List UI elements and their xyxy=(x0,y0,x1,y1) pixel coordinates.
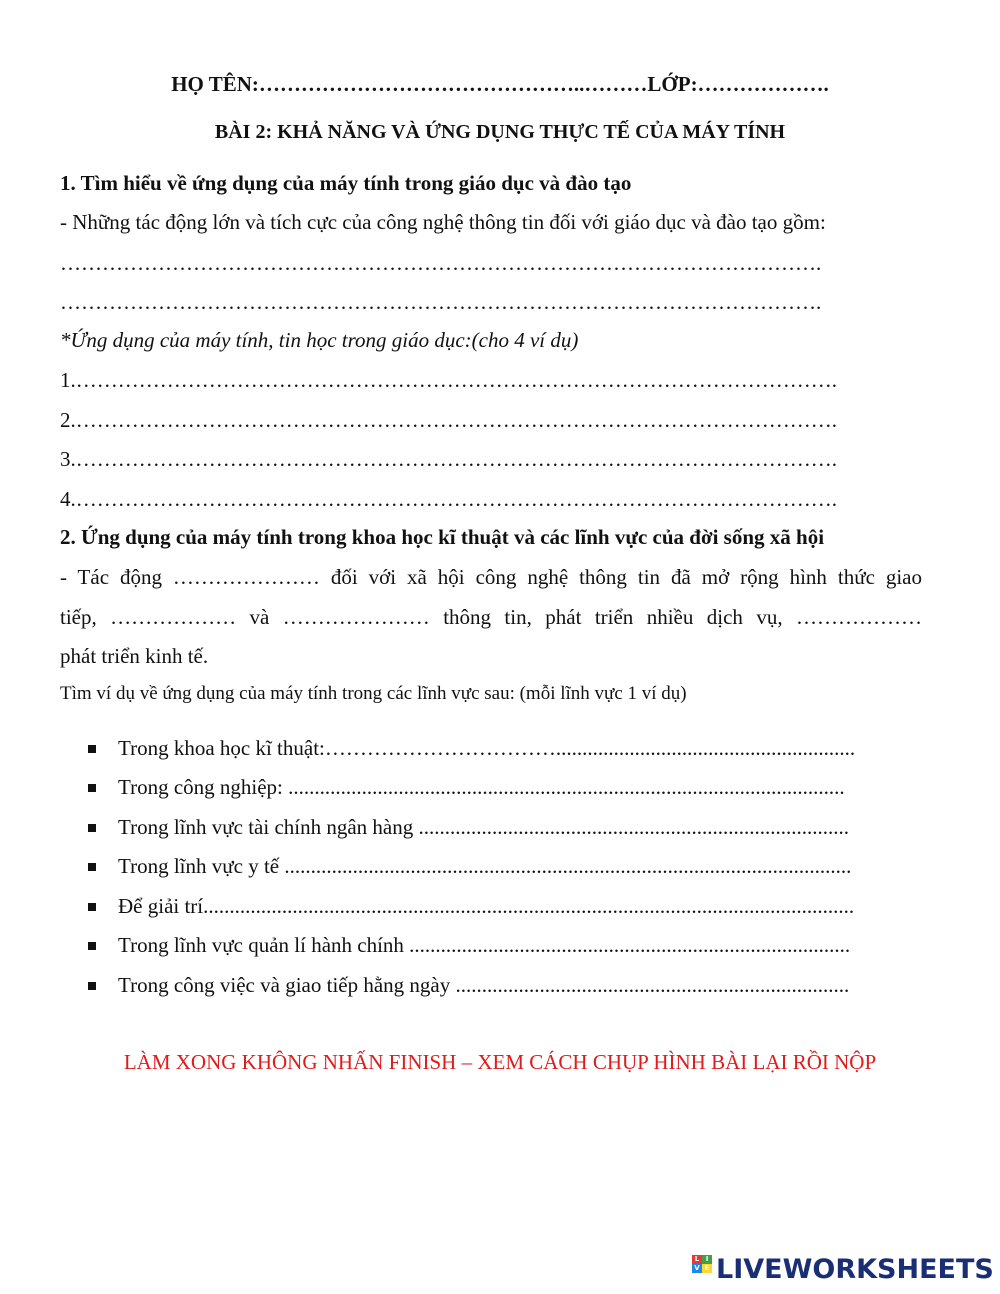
section2-heading: 2. Ứng dụng của máy tính trong khoa học kĩ thuật và các lĩnh vực của đời sống xã hội xyxy=(60,525,825,549)
section2-paragraph-line-2[interactable]: tiếp, ……………… và ………………… thông tin, phát triển nhiều dịch vụ, ……………… xyxy=(60,605,922,629)
list-item[interactable] xyxy=(88,773,928,801)
section1-heading: 1. Tìm hiểu về ứng dụng của máy tính trong giáo dục và đào tạo xyxy=(60,171,632,195)
section1-intro: - Những tác động lớn và tích cực của công nghệ thông tin đối với giáo dục và đào tạo gồm: xyxy=(60,210,826,234)
bullet-text[interactable]: Trong lĩnh vực y tế ............................................................................................................ xyxy=(118,854,852,878)
square-bullet-icon xyxy=(88,942,96,950)
example-answer-1[interactable]: 1.………………………………………………………………………………………………. xyxy=(60,368,837,392)
bullet-text[interactable]: Trong khoa học kĩ thuật:……………………………......................................................... xyxy=(118,736,856,760)
bullet-text[interactable]: Trong công nghiệp: .......................................................................................................... xyxy=(118,775,845,799)
liveworksheets-logo xyxy=(692,1253,994,1285)
example-answer-4[interactable]: 4.………………………………………………………………………………………………. xyxy=(60,487,837,511)
worksheet-title: BÀI 2: KHẢ NĂNG VÀ ỨNG DỤNG THỰC TẾ CỦA MÁY TÍNH xyxy=(214,121,786,143)
submit-instruction-note: LÀM XONG KHÔNG NHẤN FINISH – XEM CÁCH CHỤP HÌNH BÀI LẠI RỒI NỘP xyxy=(123,1050,877,1074)
list-item[interactable] xyxy=(88,931,928,959)
square-bullet-icon xyxy=(88,784,96,792)
bullet-text[interactable]: Trong lĩnh vực tài chính ngân hàng .................................................................................. xyxy=(118,815,849,839)
section2-paragraph-line-1[interactable]: - Tác động ………………… đối với xã hội công nghệ thông tin đã mở rộng hình thức giao xyxy=(60,565,922,589)
square-bullet-icon xyxy=(88,982,96,990)
logo-letter: L xyxy=(692,1255,702,1264)
bullet-text[interactable]: Để giải trí............................................................................................................................ xyxy=(118,894,855,918)
liveworksheets-logo-icon xyxy=(692,1255,712,1283)
section2-paragraph-line-3: phát triển kinh tế. xyxy=(60,644,209,668)
list-item[interactable] xyxy=(88,734,928,762)
square-bullet-icon xyxy=(88,903,96,911)
bullet-text[interactable]: Trong công việc và giao tiếp hằng ngày ........................................................................... xyxy=(118,973,850,997)
logo-letter: I xyxy=(702,1255,712,1264)
square-bullet-icon xyxy=(88,824,96,832)
list-item[interactable] xyxy=(88,892,928,920)
answer-blank-1[interactable]: ………………………………………………………………………………………………. xyxy=(60,251,822,275)
list-item[interactable] xyxy=(88,852,928,880)
list-item[interactable] xyxy=(88,971,928,999)
square-bullet-icon xyxy=(88,745,96,753)
find-examples-instruction: Tìm ví dụ về ứng dụng của máy tính trong các lĩnh vực sau: (mỗi lĩnh vực 1 ví dụ) xyxy=(60,683,687,704)
examples-label: *Ứng dụng của máy tính, tin học trong giáo dục:(cho 4 ví dụ) xyxy=(60,328,579,352)
list-item[interactable] xyxy=(88,813,928,841)
name-class-line: HỌ TÊN:………………………………………..………LỚP:………………. xyxy=(171,72,829,96)
example-answer-3[interactable]: 3.………………………………………………………………………………………………. xyxy=(60,447,837,471)
bullet-text[interactable]: Trong lĩnh vực quản lí hành chính .................................................................................... xyxy=(118,933,851,957)
logo-text: LIVEWORKSHEETS xyxy=(716,1253,994,1285)
square-bullet-icon xyxy=(88,863,96,871)
answer-blank-2[interactable]: ………………………………………………………………………………………………. xyxy=(60,290,822,314)
logo-letter: E xyxy=(702,1264,712,1273)
example-answer-2[interactable]: 2.………………………………………………………………………………………………. xyxy=(60,408,837,432)
logo-letter: V xyxy=(692,1264,702,1273)
